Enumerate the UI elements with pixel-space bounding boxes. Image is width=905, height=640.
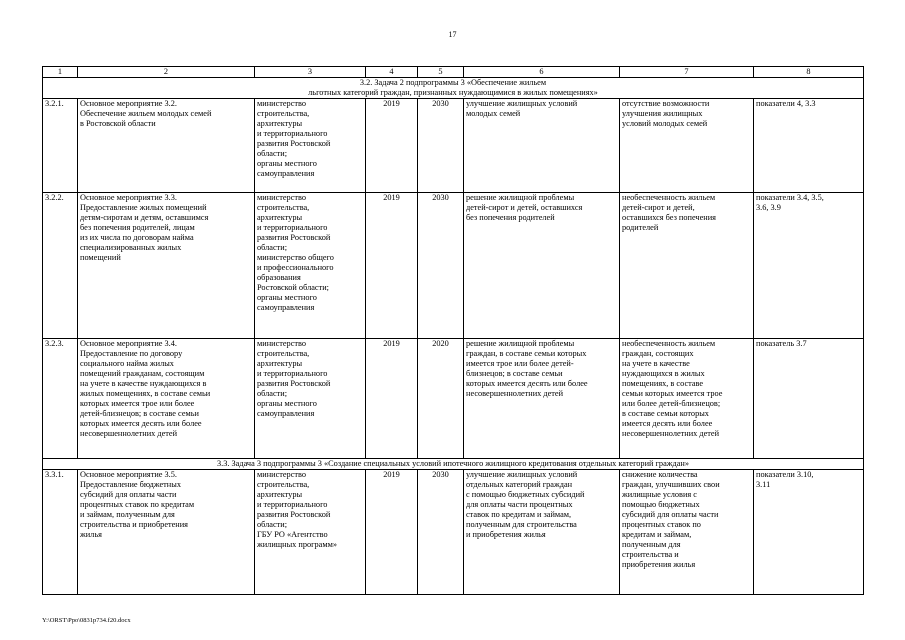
indicators: показатели 3.10, 3.11 [754,470,864,595]
section-title: 3.2. Задача 2 подпрограммы 3 «Обеспечение жильем льготных категорий граждан, признанных нуждающимися в жилых помещениях» [43,78,864,99]
row-number: 3.2.2. [43,193,78,339]
row-number: 3.3.1. [43,470,78,595]
section-header-row [43,78,864,99]
activity-name: Основное мероприятие 3.5. Предоставление бюджетных субсидий для оплаты части процентных ставок по кредитам и займам, полученным для строительства и приобретения жилья [78,470,255,595]
section-header-row [43,459,864,470]
executor: министерство строительства, архитектуры и территориального развития Ростовской области; органы местного самоуправления [255,339,366,459]
table-row [43,339,864,459]
row-number: 3.2.1. [43,99,78,193]
expected-result: улучшение жилищных условий отдельных категорий граждан с помощью бюджетных субсидий для оплаты части процентных ставок по кредитам и займам, полученным для строительства и приобретения жилья [464,470,620,595]
column-header: 3 [255,67,366,78]
consequence: снижение количества граждан, улучшивших свои жилищные условия с помощью бюджетных субсидий для оплаты части процентных ставок по кредитам и займам, полученным для строительства и приобретения жилья [620,470,754,595]
column-header: 8 [754,67,864,78]
section-title: 3.3. Задача 3 подпрограммы 3 «Создание специальных условий ипотечного жилищного кредитования отдельных категорий граждан» [43,459,864,470]
column-header: 5 [418,67,464,78]
end-year: 2030 [418,193,464,339]
consequence: отсутствие возможности улучшения жилищных условий молодых семей [620,99,754,193]
consequence: необеспеченность жильем детей-сирот и детей, оставшихся без попечения родителей [620,193,754,339]
start-year: 2019 [366,339,418,459]
row-number: 3.2.3. [43,339,78,459]
indicators: показатели 4, 3.3 [754,99,864,193]
end-year: 2020 [418,339,464,459]
consequence: необеспеченность жильем граждан, состоящих на учете в качестве нуждающихся в жилых помещениях, в составе семьи которых имеется трое или более детей-близнецов; в составе семьи которых имеется десять или более несовершеннолетних детей [620,339,754,459]
end-year: 2030 [418,470,464,595]
expected-result: решение жилищной проблемы граждан, в составе семьи которых имеется трое или более детей- близнецов; в составе семьи которых имеется десять или более несовершеннолетних детей [464,339,620,459]
column-header: 7 [620,67,754,78]
table-row [43,470,864,595]
file-path-footer: Y:\ORST\Ppo\0831p734.f20.docx [42,617,131,624]
indicators: показатель 3.7 [754,339,864,459]
expected-result: улучшение жилищных условий молодых семей [464,99,620,193]
table-row [43,99,864,193]
activity-name: Основное мероприятие 3.3. Предоставление жилых помещений детям-сиротам и детям, оставшимся без попечения родителей, лицам из их числа по договорам найма специализированных жилых помещений [78,193,255,339]
start-year: 2019 [366,470,418,595]
start-year: 2019 [366,99,418,193]
end-year: 2030 [418,99,464,193]
page-number: 17 [448,30,457,39]
executor: министерство строительства, архитектуры и территориального развития Ростовской области; министерство общего и профессионального образования Ростовской области; органы местного самоуправления [255,193,366,339]
executor: министерство строительства, архитектуры и территориального развития Ростовской области; ГБУ РО «Агентство жилищных программ» [255,470,366,595]
header-row [43,67,864,78]
activity-name: Основное мероприятие 3.4. Предоставление по договору социального найма жилых помещений гражданам, состоящим на учете в качестве нуждающихся в жилых помещениях, в составе семьи которых имеется трое или более детей-близнецов; в составе семьи которых имеется десять или более несовершеннолетних детей [78,339,255,459]
expected-result: решение жилищной проблемы детей-сирот и детей, оставшихся без попечения родителей [464,193,620,339]
table-row [43,193,864,339]
indicators: показатели 3.4, 3.5, 3.6, 3.9 [754,193,864,339]
start-year: 2019 [366,193,418,339]
executor: министерство строительства, архитектуры и территориального развития Ростовской области; органы местного самоуправления [255,99,366,193]
column-header: 1 [43,67,78,78]
column-header: 4 [366,67,418,78]
activity-name: Основное мероприятие 3.2. Обеспечение жильем молодых семей в Ростовской области [78,99,255,193]
column-header: 6 [464,67,620,78]
column-header: 2 [78,67,255,78]
program-table [42,66,864,595]
